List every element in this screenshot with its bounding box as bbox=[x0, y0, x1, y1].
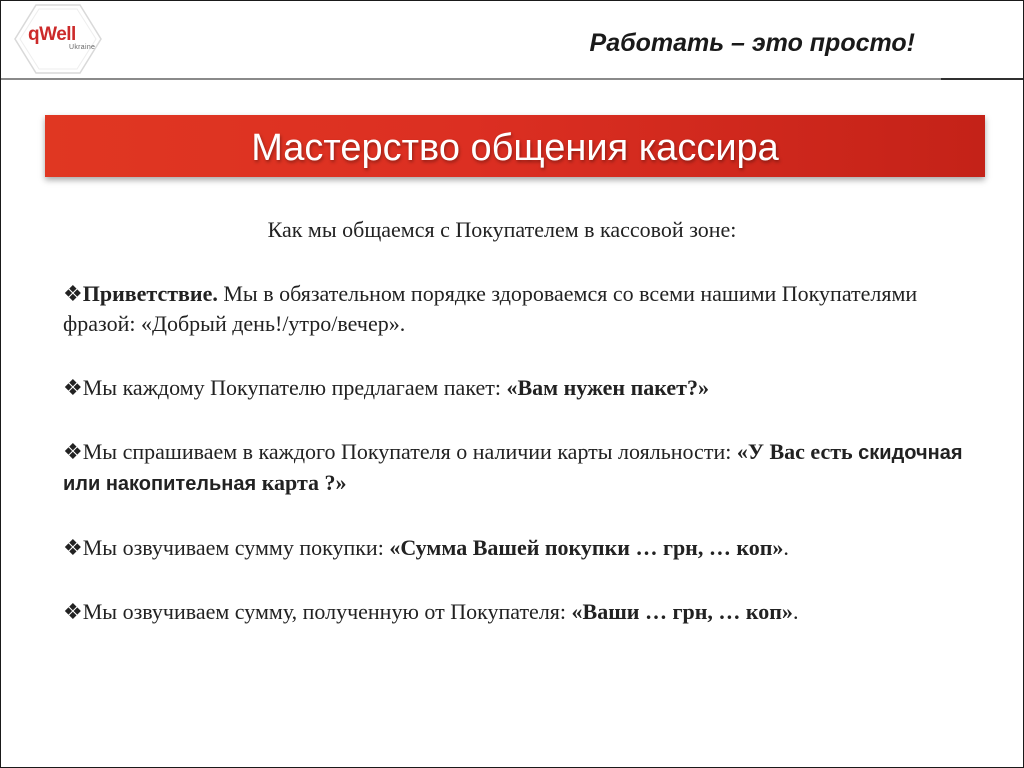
item-end: . bbox=[783, 535, 789, 560]
diamond-bullet-icon: ❖ bbox=[63, 599, 83, 624]
qwell-logo bbox=[14, 4, 102, 74]
item-lead: Приветствие. bbox=[82, 281, 218, 306]
bullet-item-bag bbox=[63, 373, 963, 403]
slide-title: Мастерство общения кассира bbox=[251, 127, 779, 169]
diamond-bullet-icon: ❖ bbox=[63, 375, 83, 400]
item-quote: «Сумма Вашей покупки … грн, … коп» bbox=[389, 535, 784, 560]
bullet-item-purchase-sum bbox=[63, 533, 963, 563]
bullet-item-received-sum bbox=[63, 597, 963, 627]
item-text: Мы озвучиваем сумму покупки: bbox=[82, 535, 390, 560]
item-quote: «Вам нужен пакет?» bbox=[506, 375, 709, 400]
item-text: Мы каждому Покупателю предлагаем пакет: bbox=[82, 375, 507, 400]
logo-subtext: Ukraine bbox=[69, 44, 96, 51]
bullet-item-greeting bbox=[63, 279, 963, 339]
diamond-bullet-icon: ❖ bbox=[63, 535, 83, 560]
diamond-bullet-icon: ❖ bbox=[63, 439, 83, 464]
header-divider-accent bbox=[941, 78, 1023, 80]
item-quote-part: «У Вас есть bbox=[736, 439, 859, 464]
item-text: Мы озвучиваем сумму, полученную от Покупателя: bbox=[82, 599, 572, 624]
item-text: Мы в обязательном порядке здороваемся со всеми нашими Покупателями фразой: «Добрый день!/утро/вечер». bbox=[63, 281, 918, 336]
item-quote-part: скидочная или накопительная bbox=[63, 442, 963, 495]
slide-content bbox=[63, 215, 963, 661]
logo-text: qWell bbox=[28, 24, 76, 45]
item-quote: «Ваши … грн, … коп» bbox=[571, 599, 793, 624]
item-quote-part: карта ?» bbox=[256, 470, 347, 495]
diamond-bullet-icon: ❖ bbox=[63, 281, 83, 306]
header-slogan: Работать – это просто! bbox=[589, 29, 915, 57]
item-text: Мы спрашиваем в каждого Покупателя о наличии карты лояльности: bbox=[82, 439, 737, 464]
item-end: . bbox=[792, 599, 799, 624]
bullet-item-loyalty-card bbox=[63, 437, 963, 499]
content-subtitle: Как мы общаемся с Покупателем в кассовой зоне: bbox=[267, 217, 737, 242]
header-divider bbox=[1, 78, 1023, 80]
title-bar bbox=[45, 115, 985, 177]
